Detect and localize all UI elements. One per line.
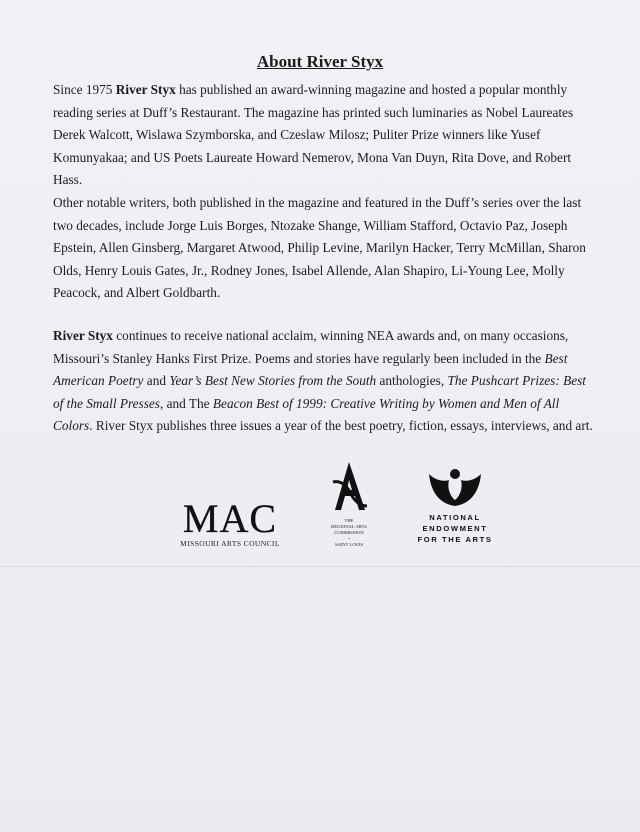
rac-line: • (348, 536, 350, 541)
text-run: River Styx (53, 328, 113, 343)
nea-logo (412, 466, 498, 556)
rac-a-mark-icon (329, 460, 369, 518)
missouri-arts-council-logo (180, 496, 280, 550)
text-run: has published an award-winning magazine and hosted a popular monthly reading series at Duff’s Restaurant. The magazine has printed such luminaries as Nobel Laureates Derek Walcott, Wislawa Szymborska, and Czeslaw Milosz; Puliter Prize winners like Yusef Komunyakaa; and US Poets Laureate Howard Nemerov, Mona Van Duyn, Rita Dove, and Robert Hass. (53, 82, 574, 187)
text-run: , and The (159, 395, 213, 411)
text-run: Other notable writers, both published in the magazine and featured in the Duff’s series over the last two decades, include Jorge Luis Borges, Ntozake Shange, William Stafford, Octavio Paz, Joseph Epstein, Allen Ginsberg, Margaret Atwood, Philip Levine, Marilyn Hacker, Terry McMillan, Sharon Olds, Henry Louis Gates, Jr., Rodney Jones, Isabel Allende, Alan Shapiro, Li-Young Lee, Molly Peacock, and Albert Goldbarth. (53, 195, 586, 300)
paragraph-notable-writers (53, 192, 598, 305)
nea-caption (412, 512, 498, 545)
text-run: anthologies, (376, 373, 448, 388)
text-run: Beacon Best of 1999: Creative Writing by Women and Men of All Colors (53, 395, 560, 433)
text-run: Best American Poetry (53, 350, 568, 388)
rac-line: COMMISSION (334, 530, 364, 535)
text-run: and (143, 373, 170, 388)
paragraph-acclaim (53, 325, 598, 438)
text-run: Since 1975 (53, 82, 116, 97)
rac-line: REGIONAL ARTS (331, 524, 367, 529)
mac-subtitle: MISSOURI ARTS COUNCIL (180, 539, 280, 548)
text-run: . River Styx publishes three issues a year of the best poetry, fiction, essays, interviews, and art. (89, 418, 593, 433)
mac-wordmark: MAC (182, 496, 278, 541)
nea-line: ENDOWMENT (422, 524, 488, 533)
rac-line: THE (344, 518, 354, 523)
text-run: The Pushcart Prizes: Best of the Small Presses (53, 373, 586, 411)
page-title: About River Styx (256, 52, 384, 71)
text-run: continues to receive national acclaim, winning NEA awards and, on many occasions, Missouri’s Stanley Hanks First Prize. Poems and stories have regularly been included in the (53, 328, 569, 366)
nea-emblem-icon (427, 466, 483, 508)
text-run: Year’s Best New Stories from the South (169, 373, 377, 388)
paragraph-history (53, 79, 598, 192)
nea-line: NATIONAL (429, 513, 481, 522)
rac-caption (318, 518, 380, 548)
regional-arts-commission-logo (318, 460, 380, 578)
paper-fold-line (0, 566, 640, 567)
text-run: River Styx (115, 82, 176, 97)
rac-line: SAINT LOUIS (334, 542, 364, 547)
nea-line: FOR THE ARTS (417, 535, 493, 544)
